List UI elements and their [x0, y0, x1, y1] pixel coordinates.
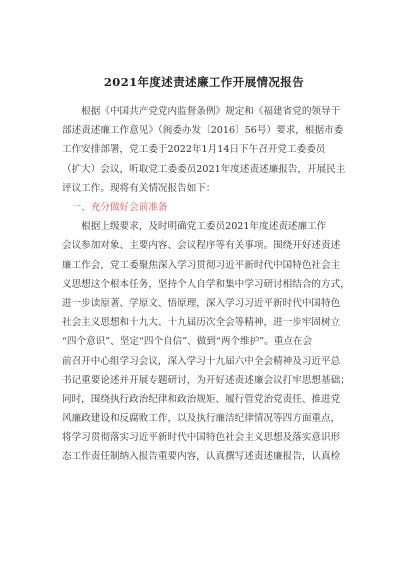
document-title: 2021年度述责述廉工作开展情况报告	[103, 75, 305, 89]
section-1-line: 书记重要论述并开展专题研讨，为开好述责述廉会议打牢思想基础；	[62, 374, 350, 386]
intro-line: 部述责述廉工作意见》（闽委办发〔2016〕56号）要求，根据市委	[62, 125, 344, 137]
section-1-line: 进一步读原著、学原文、悟原理，深入学习习近平新时代中国特色	[62, 297, 341, 309]
section-1-heading: 一、充分做好会前准备	[62, 202, 168, 213]
section-1-line: 根据上级要求，及时明确党工委员2021年度述责述廉工作	[62, 221, 327, 233]
section-1-line: 廉工作会，党工委聚焦深入学习贯彻习近平新时代中国特色社会主	[62, 259, 341, 271]
intro-line: 评议工作。现将有关情况报告如下：	[62, 182, 216, 194]
intro-line: 工作安排部署，党工委于2022年1月14日下午召开党工委委员	[62, 144, 326, 156]
section-1-line: 将学习贯彻落实习近平新时代中国特色社会主义思想及落实意识形	[62, 432, 341, 444]
section-1	[62, 198, 352, 467]
section-1-line: 态工作责任制纳入报告重要内容，认真撰写述责述廉报告，认真检	[62, 451, 341, 463]
section-1-line: 会议参加对象、主要内容、会议程序等有关事项。围绕开好述责述	[62, 240, 341, 252]
section-1-line: 风廉政建设和反腐败工作，以及执行廉洁纪律情况等四方面重点，	[62, 413, 341, 425]
section-1-line: 义思想这个根本任务，坚持个人自学和集中学习研讨相结合的方式，	[62, 278, 350, 290]
section-1-line: 前召开中心组学习会议，深入学习十九届六中全会精神及习近平总	[62, 355, 341, 367]
intro-paragraph	[62, 102, 352, 198]
intro-line: 根据《中国共产党党内监督条例》规定和《福建省党的领导干	[62, 106, 341, 117]
section-1-line: “四个意识”、坚定“四个自信”、做到“两个维护”。重点在会	[62, 336, 313, 348]
section-1-line: 同时，围绕执行政治纪律和政治规矩、履行管党治党责任、推进党	[62, 393, 341, 405]
section-1-line: 社会主义思想和十九大、十九届历次全会等精神，进一步牢固树立	[62, 317, 341, 329]
intro-line: （扩大）会议，听取党工委委员2021年度述责述廉报告，开展民主	[62, 163, 346, 175]
